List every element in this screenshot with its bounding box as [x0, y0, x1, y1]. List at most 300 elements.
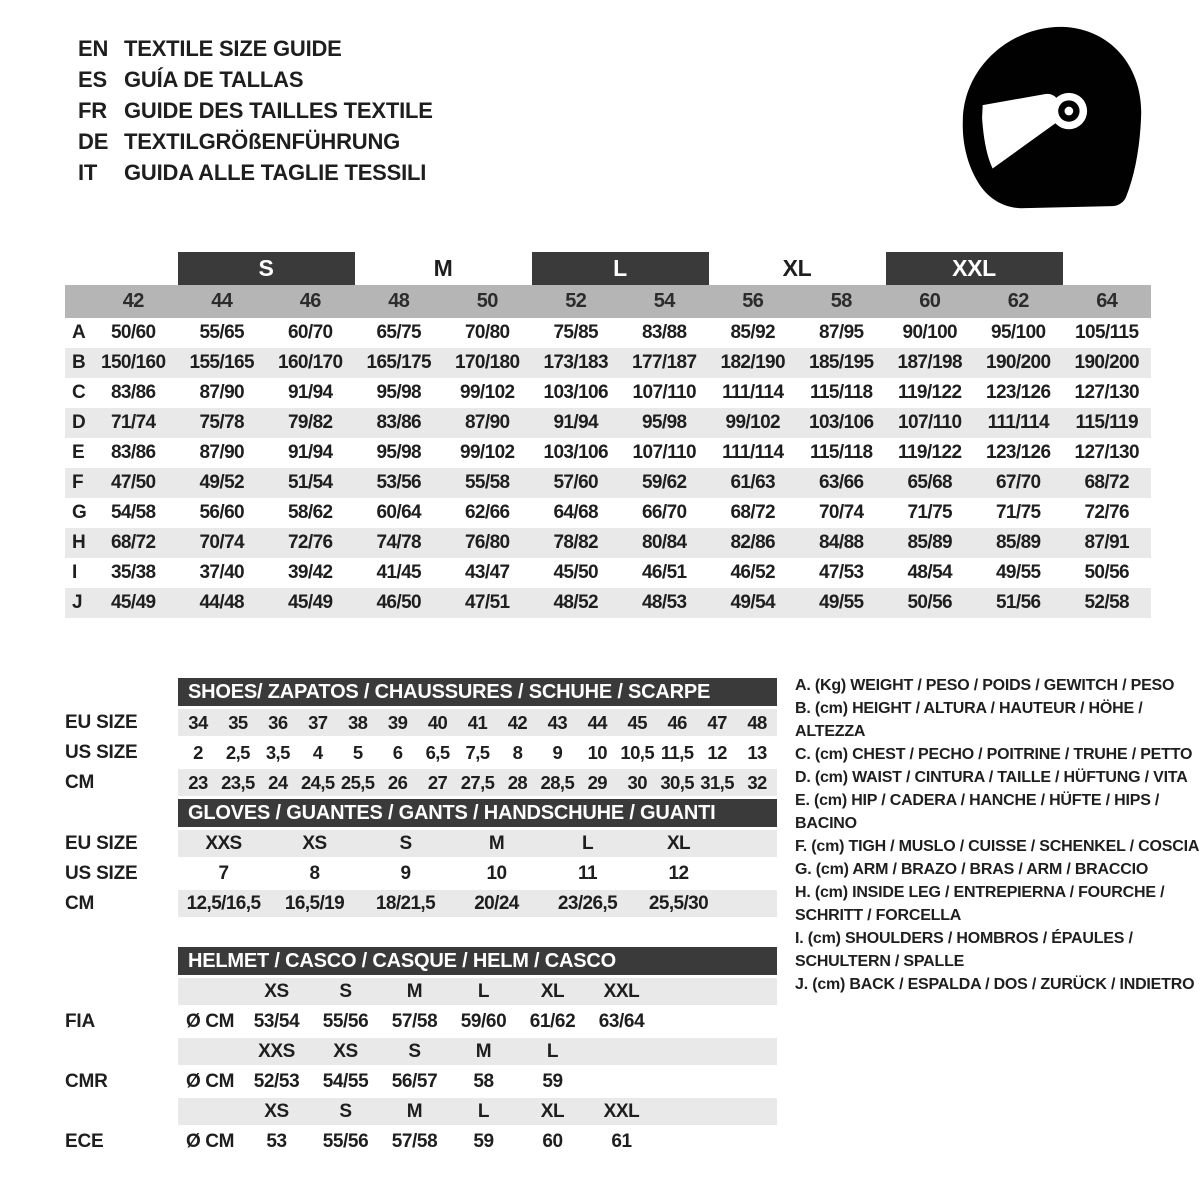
size-value: 79/82 — [287, 412, 333, 433]
size-value: 54/58 — [110, 502, 156, 523]
size-value: 41 — [467, 711, 488, 733]
numeric-size-spacer — [65, 285, 89, 318]
size-value: 44 — [587, 711, 607, 733]
size-value: 65/68 — [907, 472, 953, 493]
gloves-row-label: CM — [65, 892, 95, 914]
size-value: 6,5 — [425, 741, 450, 763]
gloves-row-body — [178, 890, 777, 917]
size-value: 23 — [188, 771, 208, 793]
size-value: 71/75 — [907, 502, 953, 523]
size-value: 48/54 — [907, 562, 953, 583]
size-value: 49/55 — [818, 592, 864, 613]
shoes-row-label: EU SIZE — [65, 711, 138, 733]
size-value: 115/118 — [810, 382, 873, 403]
size-value: 7 — [218, 862, 229, 884]
shoes-row-body — [178, 769, 777, 796]
size-value: 99/102 — [459, 382, 515, 403]
helmet-standard-spacer — [65, 1038, 178, 1065]
shoes-row-label: US SIZE — [65, 741, 138, 763]
helmet-values-body — [178, 1128, 777, 1155]
size-value: 47/50 — [110, 472, 156, 493]
numeric-size-header: 56 — [742, 290, 764, 312]
size-value: 25,5/30 — [648, 892, 709, 914]
language-row — [78, 126, 433, 157]
helmet-sizes-body — [178, 1038, 777, 1065]
language-title: TEXTILGRÖßENFÜHRUNG — [124, 128, 401, 154]
measure-row-label: D — [72, 412, 86, 433]
size-value: 55/58 — [464, 472, 510, 493]
size-value: 62/66 — [464, 502, 510, 523]
size-value: 87/90 — [199, 442, 245, 463]
size-value: 50/56 — [1084, 562, 1130, 583]
size-value: 119/122 — [898, 382, 962, 403]
helmet-unit-label: Ø CM — [185, 1130, 234, 1152]
size-value: 58/62 — [287, 502, 333, 523]
helmet-unit-spacer — [178, 1098, 242, 1125]
shoes-row-body — [178, 709, 777, 736]
shoes-row — [65, 709, 777, 736]
helmet-size-value: 55/56 — [322, 1130, 369, 1152]
helmet-size-value: 53/54 — [253, 1010, 300, 1032]
size-value: 68/72 — [110, 532, 156, 553]
size-value: 43 — [547, 711, 568, 733]
size-value: 165/175 — [366, 352, 431, 373]
numeric-size-header: 42 — [122, 290, 144, 312]
size-value: 10,5 — [620, 741, 655, 763]
helmet-size-header: XL — [540, 1100, 565, 1122]
helmet-size-value: 55/56 — [322, 1010, 369, 1032]
size-value: 41/45 — [376, 562, 422, 583]
size-value: 85/89 — [995, 532, 1041, 553]
gloves-row — [65, 830, 777, 857]
measure-row-label: G — [72, 502, 87, 523]
size-table-row — [65, 318, 1151, 348]
size-value: 23,5 — [221, 771, 255, 793]
size-value: 71/74 — [110, 412, 156, 433]
helmet-size-value: 57/58 — [391, 1130, 438, 1152]
size-value: 59/62 — [641, 472, 687, 493]
size-band-s: S — [178, 252, 355, 285]
size-value: 12 — [668, 862, 689, 884]
size-value: 107/110 — [632, 442, 696, 463]
numeric-size-header-row — [65, 285, 1151, 318]
helmet-unit-spacer — [178, 1038, 242, 1065]
size-value: 115/119 — [1075, 412, 1138, 433]
legend-item: B. (cm) HEIGHT / ALTURA / HAUTEUR / HÖHE / ALTEZZA — [795, 700, 1143, 740]
gloves-table-body — [65, 830, 777, 917]
size-value: 47/53 — [818, 562, 864, 583]
size-value: 61/63 — [730, 472, 776, 493]
size-value: M — [488, 832, 505, 854]
size-value: 3,5 — [265, 741, 290, 763]
size-value: 111/114 — [722, 382, 784, 403]
size-value: 170/180 — [455, 352, 520, 373]
size-value: 24 — [268, 771, 288, 793]
size-value: 45/50 — [553, 562, 599, 583]
size-value: 43/47 — [464, 562, 510, 583]
helmet-size-header: XL — [540, 980, 565, 1002]
helmet-sizes-body — [178, 1098, 777, 1125]
size-value: 80/84 — [641, 532, 687, 553]
helmet-size-value: 58 — [473, 1070, 494, 1092]
helmet-size-header: S — [408, 1040, 421, 1062]
size-value: 103/106 — [809, 412, 874, 433]
helmet-unit-label: Ø CM — [185, 1070, 234, 1092]
size-table-row — [65, 348, 1151, 378]
size-value: 48 — [747, 711, 767, 733]
size-value: 24,5 — [300, 771, 335, 793]
helmet-size-header: L — [477, 1100, 490, 1122]
helmet-size-header: XS — [264, 980, 289, 1002]
shoes-size-table — [65, 678, 777, 796]
size-value: 38 — [347, 711, 368, 733]
size-value: 76/80 — [464, 532, 510, 553]
size-value: 28,5 — [540, 771, 575, 793]
helmet-size-header: S — [339, 980, 352, 1002]
size-value: 6 — [392, 741, 403, 763]
size-value: 35/38 — [110, 562, 156, 583]
helmet-sizes-body — [178, 978, 777, 1005]
size-value: 23/26,5 — [557, 892, 618, 914]
size-value: 87/91 — [1084, 532, 1130, 553]
size-table-row — [65, 588, 1151, 618]
size-value: 115/118 — [810, 442, 873, 463]
size-value: 46/50 — [376, 592, 422, 613]
size-value: 127/130 — [1074, 382, 1139, 403]
size-value: 8 — [309, 862, 320, 884]
size-value: S — [399, 832, 412, 854]
language-row — [78, 64, 433, 95]
size-value: 51/56 — [995, 592, 1041, 613]
helmet-size-header: XS — [264, 1100, 289, 1122]
size-value: 65/75 — [376, 322, 422, 343]
language-code: DE — [78, 128, 109, 154]
helmet-standard-label: FIA — [65, 1010, 96, 1032]
size-value: 5 — [352, 741, 363, 763]
size-value: 27 — [427, 771, 448, 793]
size-value: 48/53 — [641, 592, 687, 613]
helmet-values-body — [178, 1008, 777, 1035]
helmet-size-header: L — [477, 980, 490, 1002]
size-value: 52/58 — [1084, 592, 1130, 613]
size-value: 31,5 — [700, 771, 734, 793]
size-value: 173/183 — [543, 352, 608, 373]
size-value: 85/92 — [730, 322, 776, 343]
size-value: 35 — [228, 711, 248, 733]
gloves-row-label: EU SIZE — [65, 832, 138, 854]
size-value: 28 — [507, 771, 528, 793]
size-value: 57/60 — [553, 472, 599, 493]
racing-helmet-icon — [948, 20, 1162, 217]
helmet-unit-label: Ø CM — [185, 1010, 234, 1032]
gloves-size-table — [65, 799, 777, 917]
legend-item: E. (cm) HIP / CADERA / HANCHE / HÜFTE / HIPS / BACINO — [795, 792, 1160, 832]
helmet-table-body — [65, 978, 777, 1155]
size-band-xxl: XXL — [886, 252, 1063, 285]
size-value: 87/90 — [464, 412, 510, 433]
size-value: L — [581, 832, 593, 854]
language-row — [78, 95, 433, 126]
size-value: 2 — [193, 741, 203, 763]
size-value: 83/86 — [376, 412, 422, 433]
helmet-size-value: 59 — [542, 1070, 563, 1092]
size-value: 26 — [387, 771, 408, 793]
helmet-size-header: XXS — [258, 1040, 295, 1062]
legend-item: J. (cm) BACK / ESPALDA / DOS / ZURÜCK / INDIETRO — [795, 976, 1195, 993]
size-value: 91/94 — [287, 382, 333, 403]
size-value: 16,5/19 — [284, 892, 345, 914]
size-value: 70/80 — [464, 322, 510, 343]
size-value: 99/102 — [459, 442, 515, 463]
size-value: 127/130 — [1074, 442, 1139, 463]
size-value: 9 — [400, 862, 411, 884]
size-value: 48/52 — [553, 592, 599, 613]
measurement-legend — [795, 674, 1200, 996]
size-value: 2,5 — [225, 741, 250, 763]
size-value: 95/98 — [376, 442, 422, 463]
language-code: ES — [78, 66, 107, 92]
measure-row-label: I — [72, 562, 78, 583]
legend-item: F. (cm) TIGH / MUSLO / CUISSE / SCHENKEL / COSCIA — [795, 838, 1200, 855]
size-value: 87/90 — [199, 382, 245, 403]
size-table-row — [65, 408, 1151, 438]
legend-item: C. (cm) CHEST / PECHO / POITRINE / TRUHE / PETTO — [795, 746, 1193, 763]
size-value: XXS — [205, 832, 242, 854]
helmet-sizes-row — [65, 1038, 777, 1065]
gloves-row-body — [178, 860, 777, 887]
size-table-row — [65, 468, 1151, 498]
language-row — [78, 33, 433, 64]
size-value: 75/78 — [199, 412, 245, 433]
size-band-row — [65, 252, 1151, 285]
size-value: XS — [302, 832, 327, 854]
size-value: 70/74 — [818, 502, 864, 523]
size-value: 63/66 — [818, 472, 864, 493]
size-value: 40 — [427, 711, 448, 733]
size-value: 75/85 — [553, 322, 599, 343]
size-table-row — [65, 558, 1151, 588]
measure-row-label: F — [72, 472, 84, 493]
size-value: 50/56 — [907, 592, 953, 613]
helmet-size-header: XS — [333, 1040, 358, 1062]
size-value: 39 — [387, 711, 408, 733]
size-value: 99/102 — [725, 412, 780, 433]
size-band-m: M — [433, 255, 453, 281]
size-value: 25,5 — [340, 771, 375, 793]
helmet-size-value: 59/60 — [460, 1010, 507, 1032]
numeric-size-header: 54 — [653, 290, 675, 312]
size-value: 190/200 — [986, 352, 1051, 373]
numeric-size-header: 58 — [830, 290, 852, 312]
size-value: XL — [666, 832, 691, 854]
language-code: EN — [78, 35, 109, 61]
size-value: 71/75 — [995, 502, 1041, 523]
size-value: 8 — [512, 741, 523, 763]
gloves-table-title: GLOVES / GUANTES / GANTS / HANDSCHUHE / GUANTI — [178, 799, 777, 827]
size-value: 47/51 — [464, 592, 510, 613]
language-title: GUIDA ALLE TAGLIE TESSILI — [124, 159, 427, 185]
size-value: 84/88 — [818, 532, 864, 553]
helmet-standard-spacer — [65, 978, 178, 1005]
size-value: 91/94 — [287, 442, 333, 463]
size-value: 10 — [587, 741, 607, 763]
size-value: 67/70 — [995, 472, 1041, 493]
size-value: 74/78 — [376, 532, 422, 553]
size-value: 12,5/16,5 — [186, 892, 261, 914]
size-value: 4 — [312, 741, 323, 763]
size-value: 95/98 — [376, 382, 422, 403]
measure-row-label: J — [72, 592, 83, 613]
shoes-row — [65, 769, 777, 796]
size-value: 70/74 — [199, 532, 245, 553]
measure-row-label: E — [72, 442, 85, 463]
language-title-list — [78, 33, 433, 188]
helmet-size-header: XXL — [603, 1100, 640, 1122]
size-value: 64/68 — [553, 502, 599, 523]
size-value: 85/89 — [907, 532, 953, 553]
size-value: 66/70 — [641, 502, 687, 523]
size-table-row — [65, 498, 1151, 528]
helmet-size-value: 54/55 — [322, 1070, 369, 1092]
size-value: 45 — [627, 711, 647, 733]
numeric-size-header: 44 — [211, 290, 233, 312]
size-value: 53/56 — [376, 472, 422, 493]
size-value: 72/76 — [287, 532, 333, 553]
size-value: 190/200 — [1074, 352, 1139, 373]
size-band-l: L — [532, 252, 709, 285]
shoes-table-title: SHOES/ ZAPATOS / CHAUSSURES / SCHUHE / SCARPE — [178, 678, 777, 706]
size-value: 32 — [747, 771, 767, 793]
size-value: 72/76 — [1084, 502, 1130, 523]
helmet-size-value: 61/62 — [529, 1010, 576, 1032]
size-value: 83/86 — [110, 442, 156, 463]
size-value: 185/195 — [809, 352, 874, 373]
textile-size-table — [65, 252, 1151, 618]
helmet-size-value: 57/58 — [391, 1010, 438, 1032]
size-value: 95/98 — [641, 412, 687, 433]
size-value: 50/60 — [110, 322, 156, 343]
size-value: 55/65 — [199, 322, 245, 343]
size-value: 60/70 — [287, 322, 333, 343]
size-band-xl: XL — [782, 255, 812, 281]
helmet-size-header: XXL — [603, 980, 640, 1002]
size-value: 91/94 — [553, 412, 599, 433]
size-value: 46/52 — [730, 562, 776, 583]
size-value: 78/82 — [553, 532, 599, 553]
size-value: 160/170 — [278, 352, 343, 373]
helmet-sizes-row — [65, 1098, 777, 1125]
size-value: 83/88 — [641, 322, 687, 343]
measure-row-label: A — [72, 322, 86, 343]
size-value: 20/24 — [474, 892, 519, 914]
size-value: 44/48 — [199, 592, 245, 613]
legend-item: G. (cm) ARM / BRAZO / BRAS / ARM / BRACCIO — [795, 861, 1149, 878]
size-value: 68/72 — [730, 502, 776, 523]
shoes-row — [65, 739, 777, 766]
size-value: 47 — [707, 711, 727, 733]
numeric-size-header: 60 — [919, 290, 941, 312]
size-value: 103/106 — [543, 442, 608, 463]
helmet-table-title: HELMET / CASCO / CASQUE / HELM / CASCO — [178, 947, 777, 975]
helmet-values-body — [178, 1068, 777, 1095]
size-value: 46 — [667, 711, 687, 733]
size-value: 150/160 — [101, 352, 166, 373]
size-value: 45/49 — [287, 592, 333, 613]
helmet-standard-spacer — [65, 1098, 178, 1125]
helmet-size-header: S — [339, 1100, 352, 1122]
numeric-size-header: 48 — [388, 290, 410, 312]
legend-item: I. (cm) SHOULDERS / HOMBROS / ÉPAULES / SCHULTERN / SPALLE — [795, 930, 1133, 970]
helmet-size-header: M — [475, 1040, 492, 1062]
size-value: 9 — [552, 741, 563, 763]
size-value: 123/126 — [986, 382, 1051, 403]
size-value: 182/190 — [720, 352, 785, 373]
size-value: 123/126 — [986, 442, 1051, 463]
helmet-size-value: 56/57 — [391, 1070, 438, 1092]
shoes-row-label: CM — [65, 771, 95, 793]
size-value: 27,5 — [460, 771, 495, 793]
size-value: 107/110 — [898, 412, 962, 433]
size-value: 18/21,5 — [375, 892, 436, 914]
language-title: GUÍA DE TALLAS — [124, 66, 304, 92]
size-value: 111/114 — [722, 442, 784, 463]
helmet-size-table — [65, 947, 777, 1155]
size-value: 29 — [587, 771, 607, 793]
size-value: 90/100 — [902, 322, 957, 343]
numeric-size-header: 46 — [299, 290, 321, 312]
size-value: 39/42 — [287, 562, 333, 583]
helmet-values-row — [65, 1128, 777, 1155]
size-value: 68/72 — [1084, 472, 1130, 493]
helmet-standard-label: CMR — [65, 1070, 108, 1092]
helmet-size-value: 52/53 — [253, 1070, 300, 1092]
helmet-standard-label: ECE — [65, 1130, 104, 1152]
gloves-row — [65, 890, 777, 917]
language-code: IT — [78, 159, 98, 185]
gloves-row — [65, 860, 777, 887]
size-value: 11 — [578, 862, 597, 884]
size-value: 155/165 — [189, 352, 254, 373]
size-value: 49/55 — [995, 562, 1041, 583]
size-value: 30 — [627, 771, 647, 793]
helmet-size-value: 63/64 — [598, 1010, 645, 1032]
size-value: 51/54 — [287, 472, 333, 493]
legend-item: D. (cm) WAIST / CINTURA / TAILLE / HÜFTUNG / VITA — [795, 769, 1188, 786]
numeric-size-header: 62 — [1007, 290, 1029, 312]
gloves-row-label: US SIZE — [65, 862, 138, 884]
size-value: 177/187 — [632, 352, 697, 373]
size-value: 49/52 — [199, 472, 245, 493]
size-value: 37/40 — [199, 562, 245, 583]
language-title: GUIDE DES TAILLES TEXTILE — [124, 97, 433, 123]
size-value: 13 — [747, 741, 767, 763]
measure-row-label: H — [72, 532, 86, 553]
size-table-body — [65, 318, 1151, 618]
numeric-size-header: 64 — [1096, 290, 1118, 312]
language-title: TEXTILE SIZE GUIDE — [124, 35, 342, 61]
gloves-row-body — [178, 830, 777, 857]
size-value: 46/51 — [641, 562, 687, 583]
helmet-size-header: M — [406, 980, 423, 1002]
helmet-size-header: M — [406, 1100, 423, 1122]
size-value: 60/64 — [376, 502, 422, 523]
size-value: 56/60 — [199, 502, 245, 523]
numeric-size-header: 50 — [476, 290, 498, 312]
helmet-size-value: 59 — [473, 1130, 494, 1152]
size-value: 82/86 — [730, 532, 776, 553]
size-value: 7,5 — [465, 741, 490, 763]
helmet-values-row — [65, 1008, 777, 1035]
